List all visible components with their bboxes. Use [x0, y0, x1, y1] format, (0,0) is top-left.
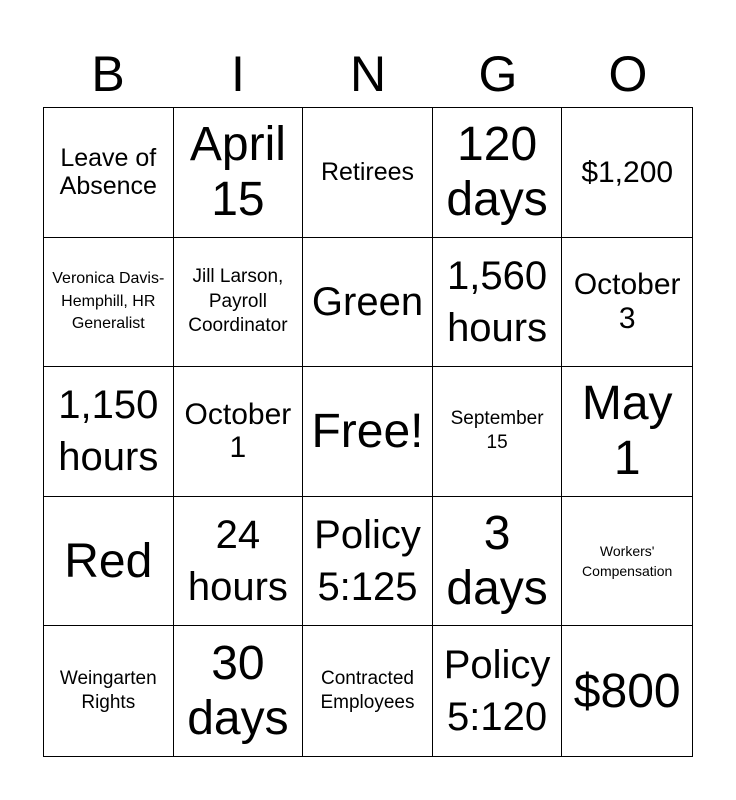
cell-text: Green	[311, 279, 424, 324]
bingo-header	[43, 40, 693, 108]
cell-text: 3 days	[446, 506, 548, 616]
bingo-cell[interactable]	[174, 367, 304, 497]
cell-text: May 1	[581, 377, 673, 486]
bingo-cell[interactable]	[562, 238, 692, 368]
bingo-cell[interactable]	[562, 626, 692, 756]
cell-text: Leave of Absence	[59, 144, 157, 201]
cell-text: Contracted Employees	[320, 667, 415, 714]
bingo-cell[interactable]	[174, 497, 304, 627]
bingo-board	[43, 107, 693, 757]
cell-text: April 15	[189, 118, 286, 227]
bingo-cell[interactable]	[174, 108, 304, 238]
cell-text: Veronica Davis-Hemphill, HR Generalist	[52, 269, 165, 333]
bingo-cell[interactable]	[44, 497, 174, 627]
cell-text: 24 hours	[187, 513, 288, 610]
cell-text: 1,150 hours	[58, 383, 159, 480]
bingo-cell[interactable]	[303, 238, 433, 368]
cell-text: Red	[64, 534, 153, 588]
bingo-cell[interactable]	[174, 626, 304, 756]
bingo-cell[interactable]	[44, 238, 174, 368]
cell-text: Policy 5:120	[443, 643, 551, 740]
cell-text: Jill Larson, Payroll Coordinator	[188, 265, 288, 337]
header-letter-i: I	[231, 46, 245, 102]
cell-text: $1,200	[581, 155, 674, 189]
cell-text: Workers' Compensation	[582, 542, 673, 580]
bingo-cell[interactable]	[44, 367, 174, 497]
bingo-cell[interactable]	[433, 108, 563, 238]
bingo-cell[interactable]	[433, 367, 563, 497]
bingo-cell free-space[interactable]	[303, 367, 433, 497]
free-space-text: Free!	[311, 404, 424, 458]
cell-text: Policy 5:125	[314, 513, 421, 610]
bingo-cell[interactable]	[433, 626, 563, 756]
bingo-cell[interactable]	[562, 108, 692, 238]
header-letter-n: N	[349, 46, 387, 102]
cell-text: 30 days	[187, 637, 289, 746]
header-letter-g: G	[478, 46, 518, 102]
bingo-cell[interactable]	[44, 626, 174, 756]
header-letter-o: O	[608, 46, 648, 102]
cell-text: $800	[573, 664, 681, 718]
cell-text: October 1	[184, 397, 292, 465]
bingo-cell[interactable]	[174, 238, 304, 368]
bingo-cell[interactable]	[303, 497, 433, 627]
header-letter-b: B	[91, 46, 125, 102]
cell-text: October 3	[573, 268, 681, 335]
bingo-cell[interactable]	[562, 497, 692, 627]
bingo-cell[interactable]	[562, 367, 692, 497]
cell-text: 120 days	[446, 118, 548, 227]
cell-text: September 15	[450, 407, 544, 454]
bingo-cell[interactable]	[433, 497, 563, 627]
bingo-cell[interactable]	[433, 238, 563, 368]
cell-text: 1,560 hours	[447, 253, 548, 350]
bingo-cell[interactable]	[303, 108, 433, 238]
bingo-cell[interactable]	[44, 108, 174, 238]
cell-text: Retirees	[320, 158, 415, 187]
bingo-cell[interactable]	[303, 626, 433, 756]
cell-text: Weingarten Rights	[59, 667, 157, 714]
